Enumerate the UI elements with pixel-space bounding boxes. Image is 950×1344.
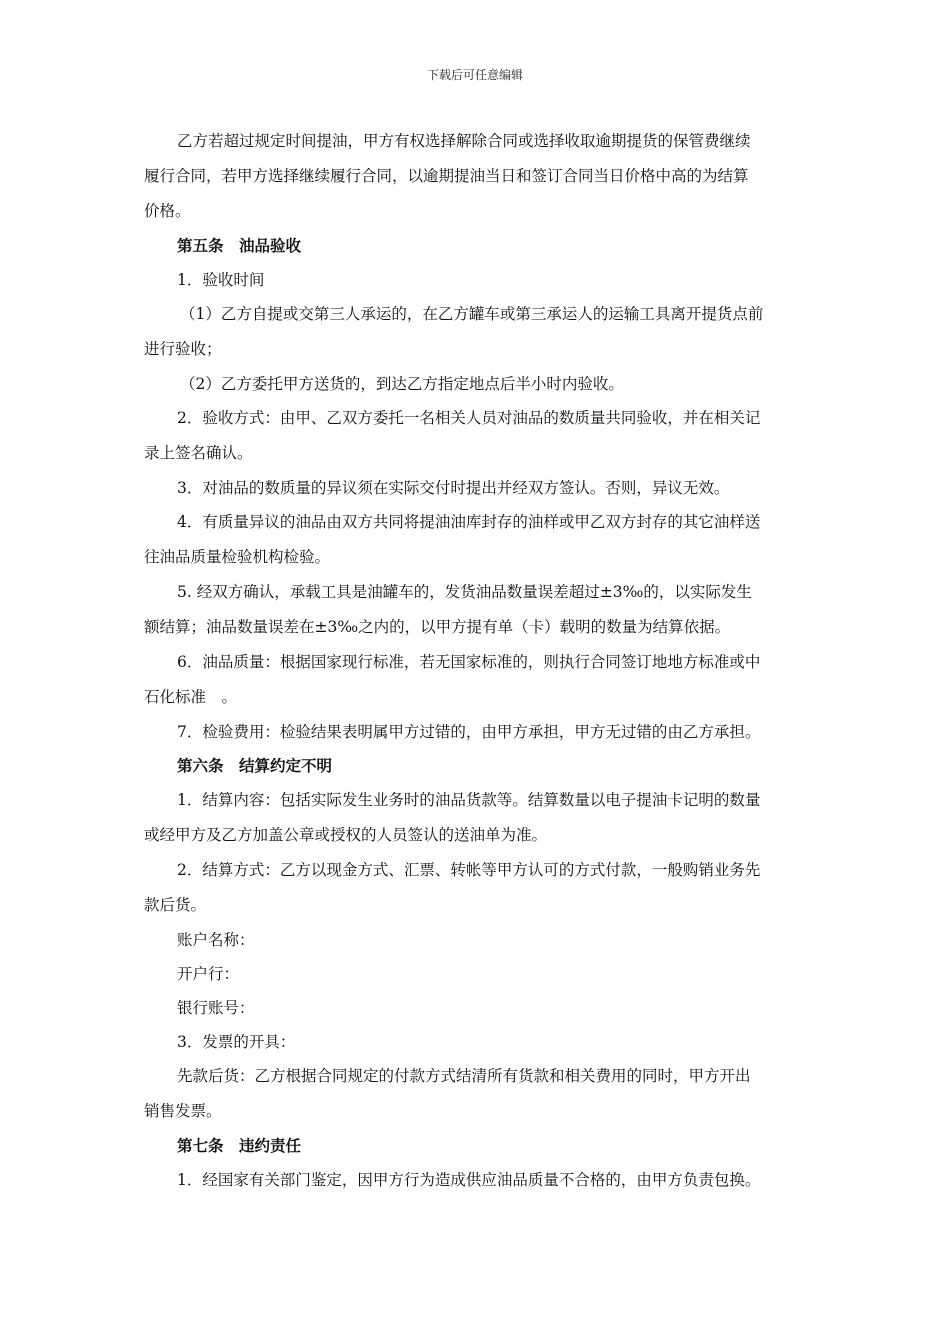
paragraph-line: 进行验收； xyxy=(144,340,222,358)
paragraph-line: 7．检验费用：检验结果表明属甲方过错的，由甲方承担，甲方无过错的由乙方承担。 xyxy=(177,723,761,741)
paragraph-line: 4．有质量异议的油品由双方共同将提油油库封存的油样或甲乙双方封存的其它油样送 xyxy=(177,513,761,531)
paragraph-line: 2．验收方式：由甲、乙双方委托一名相关人员对油品的数质量共同验收，并在相关记 xyxy=(177,409,761,427)
paragraph-line: 2．结算方式：乙方以现金方式、汇票、转帐等甲方认可的方式付款，一般购销业务先 xyxy=(177,861,761,879)
paragraph-line: 先款后货：乙方根据合同规定的付款方式结清所有货款和相关费用的同时，甲方开出 xyxy=(177,1067,751,1085)
paragraph-line: 款后货。 xyxy=(144,896,207,914)
paragraph-line: 往油品质量检验机构检验。 xyxy=(144,548,331,566)
paragraph-line: 1．验收时间 xyxy=(177,271,265,289)
section-heading: 第六条 结算约定不明 xyxy=(177,756,333,775)
paragraph-line: 履行合同，若甲方选择继续履行合同，以逾期提油当日和签订合同当日价格中高的为结算 xyxy=(144,167,749,185)
paragraph-line: 1．结算内容：包括实际发生业务时的油品货款等。结算数量以电子提油卡记明的数量 xyxy=(177,791,761,809)
bank-line: 开户行： xyxy=(177,965,240,983)
account-number-line: 银行账号： xyxy=(177,999,255,1017)
paragraph-line: （2）乙方委托甲方送货的，到达乙方指定地点后半小时内验收。 xyxy=(180,375,624,393)
paragraph-line: 3．对油品的数质量的异议须在实际交付时提出并经双方签认。否则，异议无效。 xyxy=(177,479,730,497)
section-heading: 第五条 油品验收 xyxy=(177,236,302,255)
paragraph-line: 或经甲方及乙方加盖公章或授权的人员签认的送油单为准。 xyxy=(144,826,548,844)
paragraph-line: 3．发票的开具： xyxy=(177,1033,296,1051)
paragraph-line: 石化标准 。 xyxy=(144,688,238,706)
paragraph-line: 额结算；油品数量误差在±3‰之内的，以甲方提有单（卡）载明的数量为结算依据。 xyxy=(144,618,731,636)
section-heading: 第七条 违约责任 xyxy=(177,1136,302,1155)
paragraph-line: 乙方若超过规定时间提油，甲方有权选择解除合同或选择收取逾期提货的保管费继续 xyxy=(177,132,751,150)
paragraph-line: 5. 经双方确认，承载工具是油罐车的，发货油品数量误差超过±3‰的，以实际发生 xyxy=(177,583,752,601)
paragraph-line: 价格。 xyxy=(144,202,191,220)
paragraph-line: 6．油品质量：根据国家现行标准，若无国家标准的，则执行合同签订地地方标准或中 xyxy=(177,653,761,671)
paragraph-line: （1）乙方自提或交第三人承运的，在乙方罐车或第三承运人的运输工具离开提货点前 xyxy=(180,305,764,323)
paragraph-line: 录上签名确认。 xyxy=(144,444,253,462)
page-header: 下载后可任意编辑 xyxy=(426,68,523,82)
paragraph-line: 销售发票。 xyxy=(144,1102,222,1120)
paragraph-line: 1．经国家有关部门鉴定，因甲方行为造成供应油品质量不合格的，由甲方负责包换。 xyxy=(177,1171,761,1189)
account-name-line: 账户名称： xyxy=(177,931,255,949)
